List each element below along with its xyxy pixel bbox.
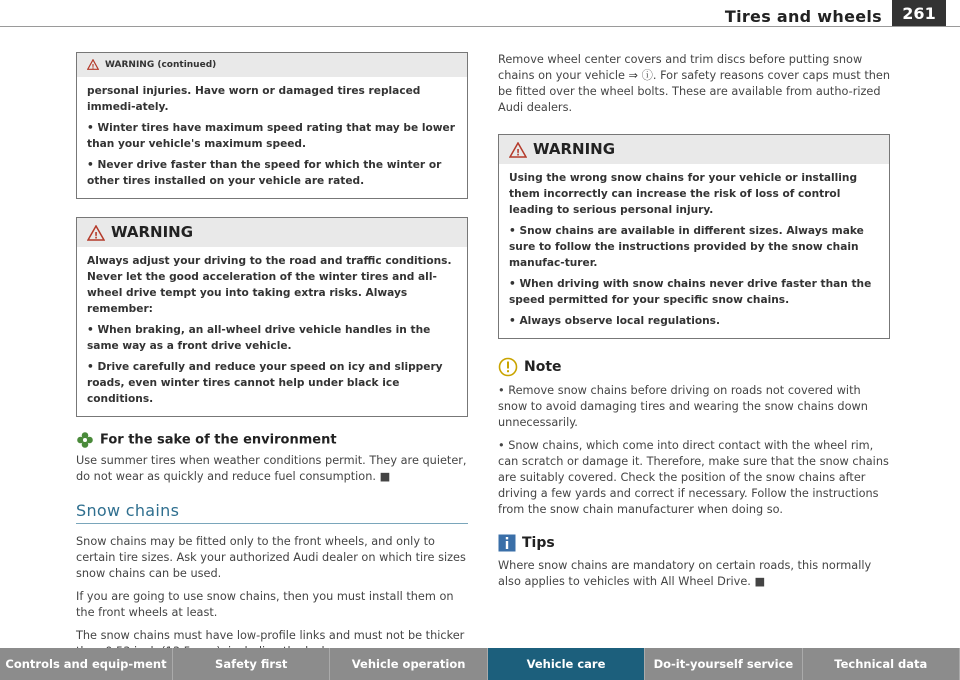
warning-continued-heading: WARNING (continued) (105, 60, 217, 70)
environment-heading: For the sake of the environment (100, 432, 337, 447)
warning-continued-body (77, 77, 467, 198)
warning-continued-box (76, 52, 468, 199)
svg-text:!: ! (515, 148, 521, 158)
warning-triangle-icon (87, 225, 105, 241)
footer-tab-safety[interactable]: Safety first (173, 648, 330, 680)
note-circle-icon (498, 357, 518, 377)
warning-header (499, 134, 889, 164)
info-icon (498, 534, 516, 552)
footer-tab-vehicle-operation[interactable]: Vehicle operation (330, 648, 487, 680)
warning-continued-para: personal injuries. Have worn or damaged tires replaced immedi-ately. (87, 85, 421, 113)
warning-header (77, 217, 467, 247)
page-title: Tires and wheels (724, 7, 882, 26)
snow-chains-para: Snow chains may be fitted only to the front wheels, and only to certain tire sizes. Ask your authorized Audi dealer on which tire sizes snow chains can be used. (76, 534, 466, 580)
warning-box-adjust-driving (76, 217, 468, 417)
tips-text: Where snow chains are mandatory on certain roads, this normally also applies to vehicles with All Wheel Drive. ■ (498, 558, 872, 588)
warning-continued-bullet: • Winter tires have maximum speed rating that may be lower than your vehicle's maximum speed. (87, 122, 455, 150)
environment-text: Use summer tires when weather conditions permit. They are quieter, do not wear as quickly and reduce fuel consumption. ■ (76, 453, 467, 483)
warning-heading: WARNING (533, 140, 616, 158)
environment-leaf-icon (76, 431, 94, 449)
section-title-snow-chains: Snow chains (76, 503, 468, 524)
tips-heading: Tips (522, 534, 555, 551)
warning-body (499, 164, 889, 338)
footer-tab-diy-service[interactable]: Do-it-yourself service (645, 648, 802, 680)
note-bullet: • Remove snow chains before driving on roads not covered with snow to avoid damaging tires and wearing the snow chains down unnecessarily. (498, 383, 868, 429)
warning-bullet: • Always observe local regulations. (509, 314, 720, 327)
warning-para: Always adjust your driving to the road and traffic conditions. Never let the good acceleration of the winter tires and all-wheel drive tempt you into taking extra risks. Always remember: (87, 254, 452, 315)
warning-box-snow-chains (498, 134, 890, 339)
warning-heading: WARNING (111, 223, 194, 241)
header-rule (0, 26, 960, 27)
warning-body (77, 247, 467, 416)
footer-tab-vehicle-care[interactable]: Vehicle care (488, 648, 645, 680)
snow-chains-para: If you are going to use snow chains, then you must install them on the front wheels at least. (76, 589, 454, 619)
warning-bullet: • When driving with snow chains never drive faster than the speed permitted for your specific snow chains. (509, 277, 872, 306)
footer-nav (0, 648, 960, 680)
warning-para: Using the wrong snow chains for your vehicle or installing them incorrectly can increase the risk of loss of control leading to serious personal injury. (509, 171, 858, 216)
svg-text:!: ! (93, 231, 99, 241)
note-heading-row (498, 357, 890, 377)
page-number: 261 (892, 0, 946, 26)
snow-chains-para: The snow chains must have low-profile links and must not be thicker (76, 628, 465, 642)
warning-continued-header (77, 52, 467, 77)
intro-text: Remove wheel center covers and trim discs before putting snow chains on your vehicle ⇒ ⓘ. For safety reasons cover caps must then be fitted over the wheel bolts. These are available from autho-rized Audi dealers. (498, 53, 891, 114)
footer-tab-technical-data[interactable]: Technical data (803, 648, 960, 680)
warning-bullet: • Snow chains are available in different sizes. Always make sure to follow the instructions provided by the snow chain manufac-turer. (509, 224, 864, 269)
svg-text:!: ! (91, 62, 95, 70)
note-heading: Note (524, 358, 562, 375)
warning-bullet: • When braking, an all-wheel drive vehicle handles in the same way as a front drive vehicle. (87, 323, 431, 352)
right-column (498, 52, 890, 597)
tips-heading-row (498, 534, 890, 552)
environment-heading-row (76, 431, 468, 449)
left-column (76, 52, 468, 667)
warning-bullet: • Drive carefully and reduce your speed on icy and slippery roads, even winter tires cannot help under black ice conditions. (87, 360, 443, 405)
footer-tab-controls[interactable]: Controls and equip-ment (0, 648, 173, 680)
warning-triangle-icon (509, 142, 527, 158)
warning-triangle-icon (87, 59, 99, 70)
warning-continued-bullet: • Never drive faster than the speed for which the winter or other tires installed on your vehicle are rated. (87, 159, 442, 187)
note-bullet: • Snow chains, which come into direct contact with the wheel rim, can scratch or damage it. Therefore, make sure that the snow chains are suitably covered. Check the position of the snow chains after driving a few yards and correct if necessary. Follow the instructions from the snow chain manufacturer when doing so. (498, 438, 889, 516)
